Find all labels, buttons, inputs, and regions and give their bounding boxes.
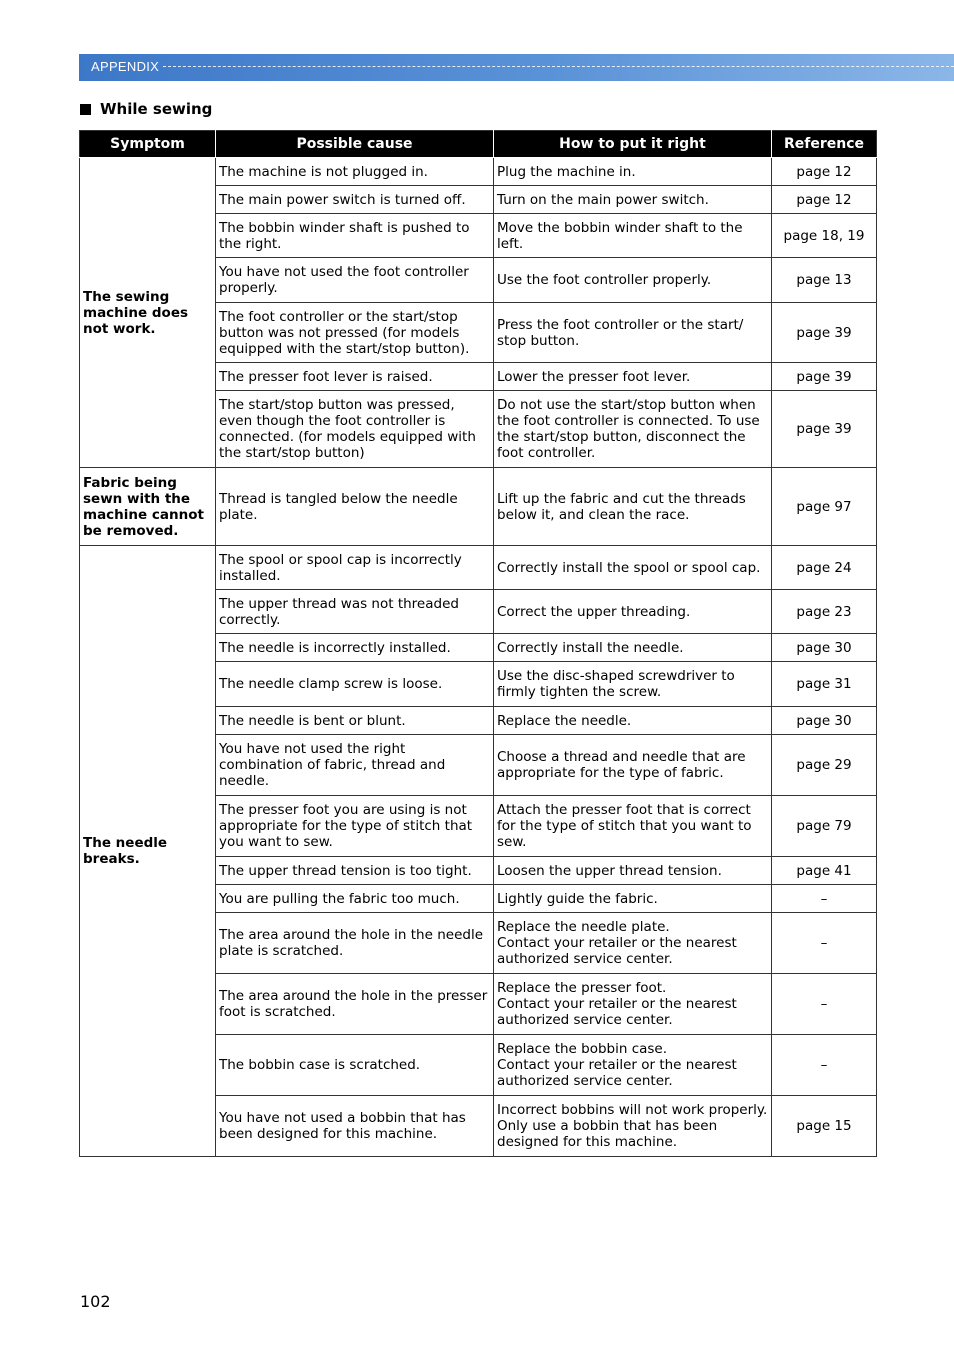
fix-cell: Attach the presser foot that is correct for the type of stitch that you want to sew.: [494, 796, 772, 857]
header-rule: [163, 66, 954, 67]
fix-cell: Correctly install the spool or spool cap.: [494, 546, 772, 590]
cause-cell: The machine is not plugged in.: [216, 158, 494, 186]
fix-cell: Incorrect bobbins will not work properly. Only use a bobbin that has been designed for this machine.: [494, 1096, 772, 1157]
reference-cell: page 41: [772, 857, 877, 885]
fix-cell: Lower the presser foot lever.: [494, 363, 772, 391]
reference-cell: –: [772, 885, 877, 913]
fix-cell: Press the foot controller or the start/ stop button.: [494, 303, 772, 363]
cause-cell: The area around the hole in the presser foot is scratched.: [216, 974, 494, 1035]
reference-cell: –: [772, 1035, 877, 1096]
cause-cell: You are pulling the fabric too much.: [216, 885, 494, 913]
reference-cell: page 30: [772, 707, 877, 735]
cause-cell: The main power switch is turned off.: [216, 186, 494, 214]
symptom-cell: The needle breaks.: [80, 546, 216, 1157]
cause-cell: You have not used the foot controller properly.: [216, 258, 494, 303]
table-body: [80, 158, 877, 1157]
fix-cell: Replace the bobbin case. Contact your retailer or the nearest authorized service center.: [494, 1035, 772, 1096]
section-title: While sewing: [100, 100, 213, 118]
fix-cell: Use the disc-shaped screwdriver to firmly tighten the screw.: [494, 662, 772, 707]
cause-cell: The upper thread was not threaded correctly.: [216, 590, 494, 634]
table-header-row: [80, 131, 877, 158]
table-row: [80, 158, 877, 186]
fix-cell: Turn on the main power switch.: [494, 186, 772, 214]
cause-cell: The area around the hole in the needle plate is scratched.: [216, 913, 494, 974]
reference-cell: page 31: [772, 662, 877, 707]
table-row: [80, 546, 877, 590]
reference-cell: page 39: [772, 391, 877, 468]
cause-cell: The start/stop button was pressed, even though the foot controller is connected. (for models equipped with the start/stop button): [216, 391, 494, 468]
reference-cell: page 29: [772, 735, 877, 796]
reference-cell: page 24: [772, 546, 877, 590]
cause-cell: The bobbin case is scratched.: [216, 1035, 494, 1096]
cause-cell: The presser foot you are using is not appropriate for the type of stitch that you want to sew.: [216, 796, 494, 857]
fix-cell: Use the foot controller properly.: [494, 258, 772, 303]
symptom-cell: The sewing machine does not work.: [80, 158, 216, 468]
black-square-icon: [80, 104, 91, 115]
cause-cell: The bobbin winder shaft is pushed to the right.: [216, 214, 494, 258]
cause-cell: Thread is tangled below the needle plate.: [216, 468, 494, 546]
header-possible-cause: Possible cause: [216, 131, 494, 158]
header-reference: Reference: [772, 131, 877, 158]
cause-cell: You have not used the right combination of fabric, thread and needle.: [216, 735, 494, 796]
cause-cell: The foot controller or the start/stop button was not pressed (for models equipped with the start/stop button).: [216, 303, 494, 363]
reference-cell: page 79: [772, 796, 877, 857]
appendix-header-bar: [79, 54, 954, 81]
cause-cell: The presser foot lever is raised.: [216, 363, 494, 391]
reference-cell: page 39: [772, 303, 877, 363]
reference-cell: page 12: [772, 158, 877, 186]
reference-cell: page 18, 19: [772, 214, 877, 258]
reference-cell: page 13: [772, 258, 877, 303]
reference-cell: –: [772, 974, 877, 1035]
fix-cell: Loosen the upper thread tension.: [494, 857, 772, 885]
table-row: [80, 468, 877, 546]
fix-cell: Move the bobbin winder shaft to the left.: [494, 214, 772, 258]
reference-cell: –: [772, 913, 877, 974]
fix-cell: Correctly install the needle.: [494, 634, 772, 662]
fix-cell: Replace the presser foot. Contact your retailer or the nearest authorized service center.: [494, 974, 772, 1035]
fix-cell: Choose a thread and needle that are appropriate for the type of fabric.: [494, 735, 772, 796]
cause-cell: The needle is bent or blunt.: [216, 707, 494, 735]
troubleshooting-table: [79, 130, 877, 1157]
reference-cell: page 12: [772, 186, 877, 214]
cause-cell: The upper thread tension is too tight.: [216, 857, 494, 885]
fix-cell: Correct the upper threading.: [494, 590, 772, 634]
cause-cell: The spool or spool cap is incorrectly installed.: [216, 546, 494, 590]
section-heading: [80, 100, 212, 118]
reference-cell: page 30: [772, 634, 877, 662]
appendix-label: APPENDIX: [91, 59, 160, 74]
fix-cell: Lightly guide the fabric.: [494, 885, 772, 913]
reference-cell: page 97: [772, 468, 877, 546]
header-symptom: Symptom: [80, 131, 216, 158]
fix-cell: Lift up the fabric and cut the threads below it, and clean the race.: [494, 468, 772, 546]
reference-cell: page 15: [772, 1096, 877, 1157]
cause-cell: The needle clamp screw is loose.: [216, 662, 494, 707]
cause-cell: The needle is incorrectly installed.: [216, 634, 494, 662]
reference-cell: page 23: [772, 590, 877, 634]
symptom-cell: Fabric being sewn with the machine cannot be removed.: [80, 468, 216, 546]
fix-cell: Replace the needle plate. Contact your retailer or the nearest authorized service center.: [494, 913, 772, 974]
reference-cell: page 39: [772, 363, 877, 391]
fix-cell: Replace the needle.: [494, 707, 772, 735]
fix-cell: Do not use the start/stop button when the foot controller is connected. To use the start/stop button, disconnect the foot controller.: [494, 391, 772, 468]
fix-cell: Plug the machine in.: [494, 158, 772, 186]
cause-cell: You have not used a bobbin that has been designed for this machine.: [216, 1096, 494, 1157]
header-how-to-fix: How to put it right: [494, 131, 772, 158]
page-number: 102: [80, 1292, 111, 1311]
